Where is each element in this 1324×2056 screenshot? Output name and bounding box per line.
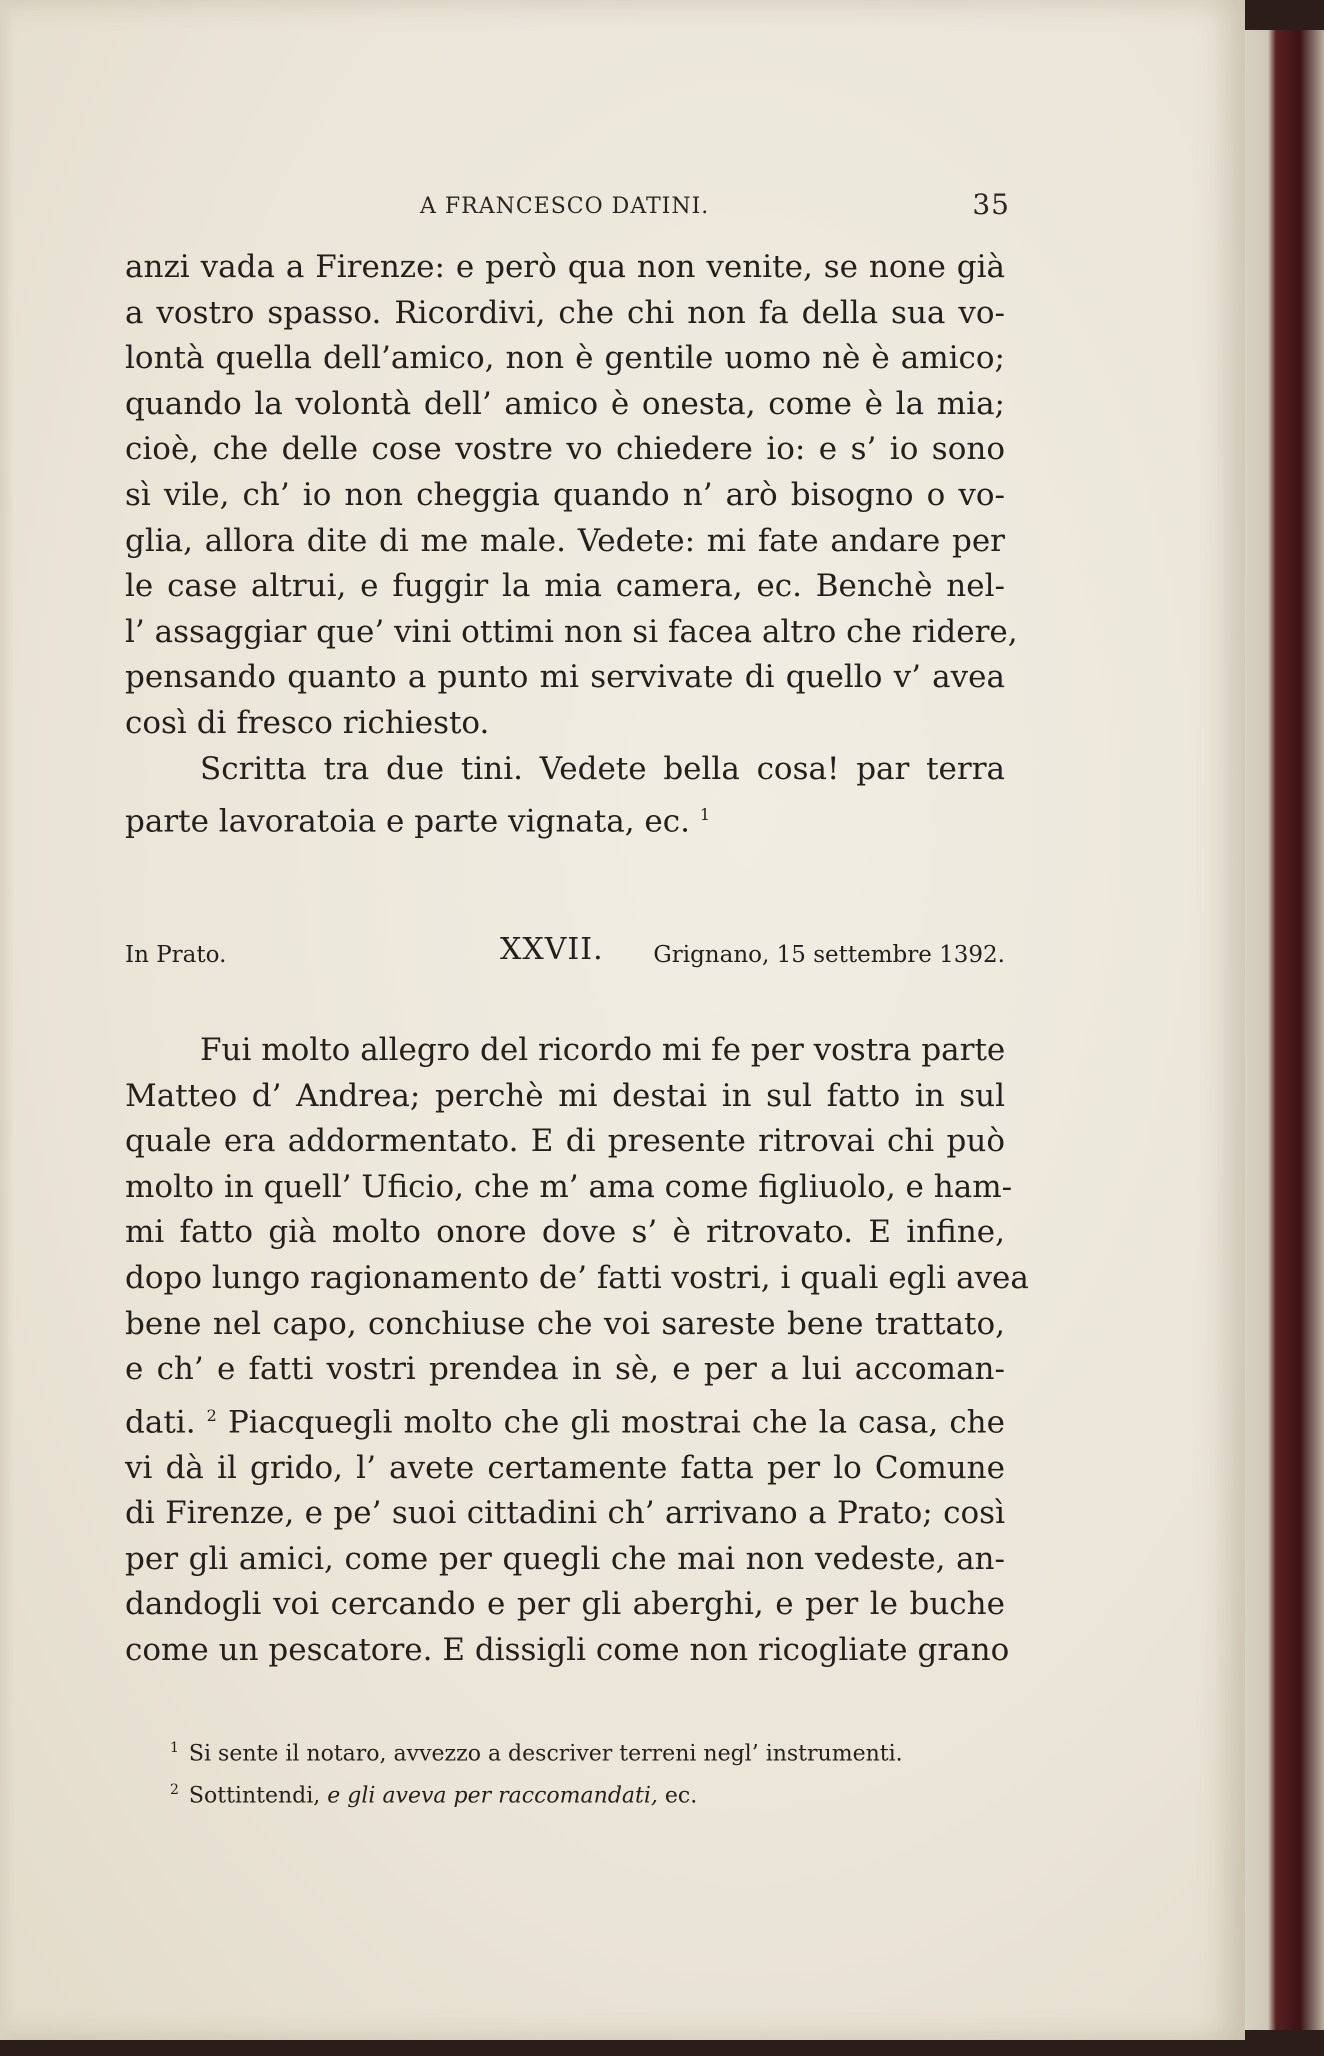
book-spine [1244, 30, 1324, 2030]
text-line: le case altrui, e fuggir la mia camera, ec. Benchè nel- [125, 568, 1005, 605]
footnote-mark: 2 [170, 1782, 179, 1799]
text-line: per gli amici, come per quegli che mai non vedeste, an- [125, 1540, 1005, 1577]
text-line: di Firenze, e pe’ suoi cittadini ch’ arrivano a Prato; così [125, 1495, 1005, 1532]
footnote-text: Sottintendi, [188, 1783, 321, 1809]
letter-date: Grignano, 15 settembre 1392. [653, 942, 1005, 968]
text-line: così di fresco richiesto. [125, 704, 490, 741]
text-line: molto in quell’ Uficio, che m’ ama come figliuolo, e ham- [125, 1168, 1013, 1205]
text-line: dopo lungo ragionamento de’ fatti vostri, i quali egli avea [125, 1259, 1029, 1296]
text-line: lontà quella dell’amico, non è gentile uomo nè è amico; [125, 340, 1005, 377]
footnotes [170, 1730, 1010, 1815]
text-line: e ch’ e fatti vostri prendea in sè, e per a lui accoman- [125, 1351, 1005, 1388]
letter-number: XXVII. [500, 932, 604, 967]
letter-heading [125, 932, 1005, 976]
text-line: Matteo d’ Andrea; perchè mi destai in sul fatto in sul [125, 1077, 1005, 1114]
page-number: 35 [972, 188, 1010, 221]
text-line-rest: Piacquegli molto che gli mostrai che la casa, che [227, 1404, 1005, 1441]
running-head-title: A FRANCESCO DATINI. [420, 194, 710, 219]
text-line: cioè, che delle cose vostre vo chiedere io: e s’ io sono [125, 431, 1005, 468]
text-line-with-ref [125, 1393, 1005, 1446]
footnote-italic-text: e gli aveva per raccomandati, [327, 1783, 658, 1809]
text-line: anzi vada a Firenze: e però qua non venite, se none già [125, 249, 1005, 285]
text-line: vi dà il grido, l’ avete certamente fatta per lo Comune [125, 1449, 1005, 1486]
footnote-2 [170, 1772, 1010, 1814]
text-line: come un pescatore. E dissigli come non ricogliate grano [125, 1632, 1010, 1669]
text-line: dandogli voi cercando e per gli aberghi, e per le buche [125, 1586, 1005, 1623]
text-line: pensando quanto a punto mi servivate di quello v’ avea [125, 659, 1005, 696]
footnote-ref-2: 2 [206, 1405, 217, 1425]
text-line: bene nel capo, conchiuse che voi sareste bene trattato, [125, 1305, 1005, 1342]
text-line: sì vile, ch’ io non cheggia quando n’ arò bisogno o vo- [125, 476, 1005, 513]
text-line: glia, allora dite di me male. Vedete: mi fate andare per [125, 522, 1005, 559]
text-line-start: dati. [125, 1404, 196, 1441]
page-edge [0, 0, 14, 2040]
letter-body [125, 1028, 1029, 1674]
text-line: Scritta tra due tini. Vedete bella cosa! par terra [200, 750, 1005, 787]
text-line-with-ref [125, 792, 1005, 845]
running-head [120, 188, 1010, 228]
footnote-text-end: ec. [664, 1783, 698, 1809]
text-line: quando la volontà dell’ amico è onesta, come è la mia; [125, 385, 1005, 422]
letter-place: In Prato. [125, 942, 227, 968]
text-line: l’ assaggiar que’ vini ottimi non si facea altro che ridere, [125, 613, 1018, 650]
continued-paragraph [125, 245, 1018, 845]
footnote-mark: 1 [170, 1740, 179, 1756]
text-line: Fui molto allegro del ricordo mi fe per vostra parte [200, 1032, 1006, 1068]
footnote-ref-1: 1 [699, 805, 711, 825]
text-line: mi fatto già molto onore dove s’ è ritrovato. E infine, [125, 1214, 1005, 1251]
footnote-1 [170, 1730, 1010, 1772]
text-line: a vostro spasso. Ricordivi, che chi non fa della sua vo- [125, 294, 1005, 331]
text-line: parte lavoratoia e parte vignata, ec. [125, 803, 690, 840]
footnote-text: Si sente il notaro, avvezzo a descriver terreni negl’ instrumenti. [188, 1741, 903, 1767]
text-line: quale era addormentato. E di presente ritrovai chi può [125, 1123, 1005, 1160]
